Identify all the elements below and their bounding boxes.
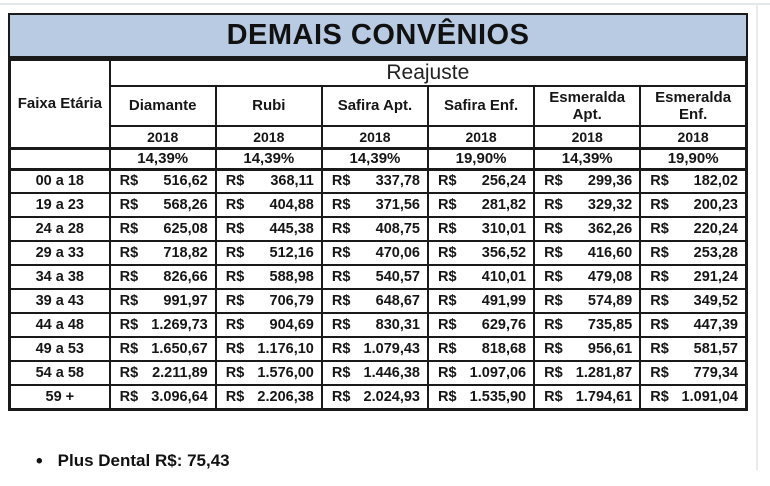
price-value: 253,28: [693, 245, 738, 261]
price-value: 1.269,73: [151, 317, 208, 333]
currency-symbol: R$: [225, 269, 245, 285]
column-header-safira-apt: Safira Apt.: [322, 86, 428, 126]
year-cell: 2018: [534, 126, 640, 148]
currency-symbol: R$: [119, 365, 139, 381]
price-cell: [322, 385, 428, 409]
table-row: [10, 361, 747, 385]
page-edge-line-vertical: [756, 4, 758, 470]
price-value: 470,06: [375, 245, 420, 261]
price-value: 362,26: [587, 221, 633, 237]
currency-symbol: R$: [650, 197, 669, 213]
table-row: [10, 337, 747, 361]
adjustment-cell: 14,39%: [216, 148, 322, 169]
price-value: 826,66: [163, 269, 208, 285]
currency-symbol: R$: [331, 365, 351, 381]
currency-symbol: R$: [119, 245, 139, 261]
currency-symbol: R$: [650, 245, 669, 261]
currency-symbol: R$: [119, 388, 139, 405]
currency-symbol: R$: [544, 388, 563, 405]
year-cell: 2018: [640, 126, 746, 148]
price-cell: [534, 337, 640, 361]
price-value: 735,85: [587, 317, 633, 333]
price-value: 1.079,43: [363, 341, 420, 357]
price-value: 629,76: [481, 317, 527, 333]
price-cell: [322, 217, 428, 241]
year-cell: 2018: [428, 126, 534, 148]
price-cell: [110, 265, 216, 289]
currency-symbol: R$: [438, 221, 457, 237]
price-cell: [640, 217, 746, 241]
price-value: 581,57: [693, 341, 738, 357]
corner-empty-cell: [10, 148, 110, 169]
price-value: 512,16: [269, 245, 314, 261]
adjustment-row: [10, 148, 747, 169]
price-value: 648,67: [375, 293, 420, 309]
price-cell: [640, 241, 746, 265]
price-value: 2.211,89: [152, 365, 208, 381]
currency-symbol: R$: [438, 365, 457, 381]
currency-symbol: R$: [331, 173, 351, 190]
price-value: 445,38: [269, 221, 314, 237]
price-value: 1.097,06: [469, 365, 527, 381]
age-cell: 24 a 28: [10, 217, 110, 241]
group-header-cell: Reajuste: [110, 60, 747, 87]
price-cell: [216, 265, 322, 289]
price-cell: [322, 313, 428, 337]
currency-symbol: R$: [119, 197, 139, 213]
currency-symbol: R$: [119, 173, 139, 190]
currency-symbol: R$: [331, 341, 351, 357]
price-value: 956,61: [587, 341, 633, 357]
price-value: 447,39: [693, 317, 738, 333]
price-value: 368,11: [270, 173, 314, 190]
price-cell: [110, 385, 216, 409]
adjustment-cell: 14,39%: [534, 148, 640, 169]
currency-symbol: R$: [544, 173, 563, 190]
age-cell: 29 a 33: [10, 241, 110, 265]
table-row: [10, 193, 747, 217]
age-cell: 49 a 53: [10, 337, 110, 361]
price-value: 491,99: [481, 293, 527, 309]
currency-symbol: R$: [225, 173, 245, 190]
price-cell: [216, 289, 322, 313]
price-value: 220,24: [693, 221, 738, 237]
table-title: [8, 13, 748, 58]
pricing-table: [8, 58, 748, 411]
price-cell: [110, 313, 216, 337]
currency-symbol: R$: [438, 317, 457, 333]
currency-symbol: R$: [438, 341, 457, 357]
bullet-icon: •: [36, 450, 43, 472]
adjustment-cell: 19,90%: [428, 148, 534, 169]
price-cell: [428, 169, 534, 193]
age-cell: 44 a 48: [10, 313, 110, 337]
age-cell: 39 a 43: [10, 289, 110, 313]
currency-symbol: R$: [331, 221, 351, 237]
currency-symbol: R$: [650, 269, 669, 285]
currency-symbol: R$: [331, 388, 351, 405]
currency-symbol: R$: [650, 173, 669, 190]
currency-symbol: R$: [438, 245, 457, 261]
currency-symbol: R$: [650, 317, 669, 333]
price-value: 574,89: [587, 293, 633, 309]
price-value: 371,56: [375, 197, 420, 213]
age-cell: 19 a 23: [10, 193, 110, 217]
price-value: 2.024,93: [363, 388, 420, 405]
currency-symbol: R$: [119, 317, 139, 333]
corner-header-cell: Faixa Etária: [10, 60, 110, 149]
price-value: 706,79: [269, 293, 314, 309]
table-row: [10, 169, 747, 193]
price-cell: [534, 361, 640, 385]
table-row: [10, 241, 747, 265]
price-cell: [110, 337, 216, 361]
price-value: 256,24: [481, 173, 527, 190]
price-value: 356,52: [481, 245, 527, 261]
currency-symbol: R$: [650, 365, 669, 381]
price-cell: [428, 217, 534, 241]
price-cell: [534, 265, 640, 289]
price-cell: [428, 265, 534, 289]
price-value: 718,82: [163, 245, 208, 261]
currency-symbol: R$: [225, 317, 245, 333]
currency-symbol: R$: [331, 197, 351, 213]
price-value: 3.096,64: [151, 388, 208, 405]
price-value: 416,60: [587, 245, 633, 261]
table-title-text: DEMAIS CONVÊNIOS: [226, 19, 530, 51]
price-cell: [640, 385, 746, 409]
currency-symbol: R$: [544, 341, 563, 357]
column-header-rubi: Rubi: [216, 86, 322, 126]
price-value: 479,08: [587, 269, 633, 285]
price-cell: [322, 193, 428, 217]
year-cell: 2018: [322, 126, 428, 148]
price-cell: [428, 313, 534, 337]
currency-symbol: R$: [119, 341, 139, 357]
price-cell: [534, 241, 640, 265]
adjustment-cell: 14,39%: [322, 148, 428, 169]
currency-symbol: R$: [650, 388, 669, 405]
price-cell: [428, 241, 534, 265]
price-cell: [534, 169, 640, 193]
price-value: 182,02: [693, 173, 738, 190]
currency-symbol: R$: [225, 388, 245, 405]
table-row: [10, 289, 747, 313]
price-cell: [428, 193, 534, 217]
price-value: 281,82: [481, 197, 527, 213]
price-value: 1.650,67: [151, 341, 208, 357]
price-cell: [322, 265, 428, 289]
currency-symbol: R$: [544, 245, 563, 261]
table-row: [10, 265, 747, 289]
currency-symbol: R$: [544, 317, 563, 333]
price-cell: [428, 361, 534, 385]
price-cell: [322, 241, 428, 265]
price-value: 568,26: [163, 197, 208, 213]
price-cell: [640, 361, 746, 385]
price-cell: [640, 169, 746, 193]
price-cell: [216, 337, 322, 361]
price-cell: [428, 289, 534, 313]
currency-symbol: R$: [225, 245, 245, 261]
price-cell: [216, 193, 322, 217]
page-edge-line: [0, 3, 770, 5]
price-value: 299,36: [587, 173, 633, 190]
currency-symbol: R$: [438, 269, 457, 285]
table-row: [10, 385, 747, 409]
price-value: 329,32: [587, 197, 633, 213]
price-cell: [110, 241, 216, 265]
price-cell: [534, 193, 640, 217]
price-cell: [534, 385, 640, 409]
price-cell: [216, 169, 322, 193]
price-cell: [322, 169, 428, 193]
price-value: 540,57: [375, 269, 420, 285]
age-cell: 34 a 38: [10, 265, 110, 289]
table-row: [10, 217, 747, 241]
price-cell: [110, 289, 216, 313]
adjustment-cell: 19,90%: [640, 148, 746, 169]
year-cell: 2018: [216, 126, 322, 148]
age-cell: 59 +: [10, 385, 110, 409]
age-cell: 00 a 18: [10, 169, 110, 193]
currency-symbol: R$: [225, 221, 245, 237]
price-cell: [216, 217, 322, 241]
price-cell: [322, 289, 428, 313]
currency-symbol: R$: [119, 269, 139, 285]
price-value: 1.446,38: [363, 365, 420, 381]
currency-symbol: R$: [544, 197, 563, 213]
column-header-esmeralda-apt: Esmeralda Apt.: [534, 86, 640, 126]
price-value: 1.176,10: [257, 341, 314, 357]
price-value: 291,24: [693, 269, 738, 285]
price-cell: [534, 217, 640, 241]
price-value: 200,23: [693, 197, 738, 213]
price-value: 2.206,38: [257, 388, 314, 405]
price-cell: [640, 313, 746, 337]
column-header-safira-enf: Safira Enf.: [428, 86, 534, 126]
price-value: 830,31: [375, 317, 420, 333]
currency-symbol: R$: [544, 221, 563, 237]
column-header-diamante: Diamante: [110, 86, 216, 126]
currency-symbol: R$: [331, 317, 351, 333]
adjustment-cell: 14,39%: [110, 148, 216, 169]
currency-symbol: R$: [544, 269, 563, 285]
currency-symbol: R$: [438, 388, 457, 405]
currency-symbol: R$: [438, 197, 457, 213]
currency-symbol: R$: [650, 341, 669, 357]
price-cell: [322, 361, 428, 385]
price-value: 1.091,04: [681, 388, 738, 405]
currency-symbol: R$: [438, 293, 457, 309]
price-value: 904,69: [269, 317, 314, 333]
year-row: [10, 126, 747, 148]
price-cell: [428, 337, 534, 361]
currency-symbol: R$: [331, 245, 351, 261]
price-cell: [322, 337, 428, 361]
currency-symbol: R$: [119, 293, 139, 309]
price-cell: [216, 313, 322, 337]
price-value: 991,97: [163, 293, 208, 309]
group-header-row: [10, 60, 747, 87]
currency-symbol: R$: [438, 173, 457, 190]
price-value: 818,68: [481, 341, 527, 357]
currency-symbol: R$: [225, 341, 245, 357]
price-cell: [216, 385, 322, 409]
currency-symbol: R$: [650, 221, 669, 237]
price-value: 588,98: [269, 269, 314, 285]
price-cell: [640, 193, 746, 217]
currency-symbol: R$: [544, 365, 563, 381]
price-value: 404,88: [269, 197, 314, 213]
plan-header-row: [10, 86, 747, 126]
price-cell: [110, 361, 216, 385]
footnote-text: Plus Dental R$: 75,43: [57, 451, 230, 470]
price-value: 625,08: [163, 221, 208, 237]
age-cell: 54 a 58: [10, 361, 110, 385]
currency-symbol: R$: [331, 293, 351, 309]
price-cell: [110, 217, 216, 241]
price-cell: [428, 385, 534, 409]
price-cell: [534, 313, 640, 337]
currency-symbol: R$: [225, 293, 245, 309]
currency-symbol: R$: [650, 293, 669, 309]
currency-symbol: R$: [119, 221, 139, 237]
currency-symbol: R$: [331, 269, 351, 285]
price-value: 349,52: [693, 293, 738, 309]
price-value: 310,01: [481, 221, 527, 237]
price-value: 1.281,87: [575, 365, 633, 381]
currency-symbol: R$: [544, 293, 563, 309]
year-cell: 2018: [110, 126, 216, 148]
currency-symbol: R$: [225, 365, 245, 381]
price-value: 1.535,90: [469, 388, 527, 405]
price-cell: [216, 361, 322, 385]
price-cell: [640, 337, 746, 361]
price-value: 516,62: [163, 173, 208, 190]
price-cell: [216, 241, 322, 265]
price-value: 408,75: [375, 221, 420, 237]
price-cell: [110, 169, 216, 193]
column-header-esmeralda-enf: Esmeralda Enf.: [640, 86, 746, 126]
currency-symbol: R$: [225, 197, 245, 213]
footnote: [36, 451, 230, 471]
price-value: 410,01: [481, 269, 527, 285]
table-row: [10, 313, 747, 337]
price-cell: [534, 289, 640, 313]
price-cell: [640, 289, 746, 313]
price-cell: [110, 193, 216, 217]
price-value: 1.576,00: [257, 365, 314, 381]
price-value: 1.794,61: [575, 388, 633, 405]
price-value: 779,34: [693, 365, 738, 381]
price-value: 337,78: [375, 173, 420, 190]
price-cell: [640, 265, 746, 289]
